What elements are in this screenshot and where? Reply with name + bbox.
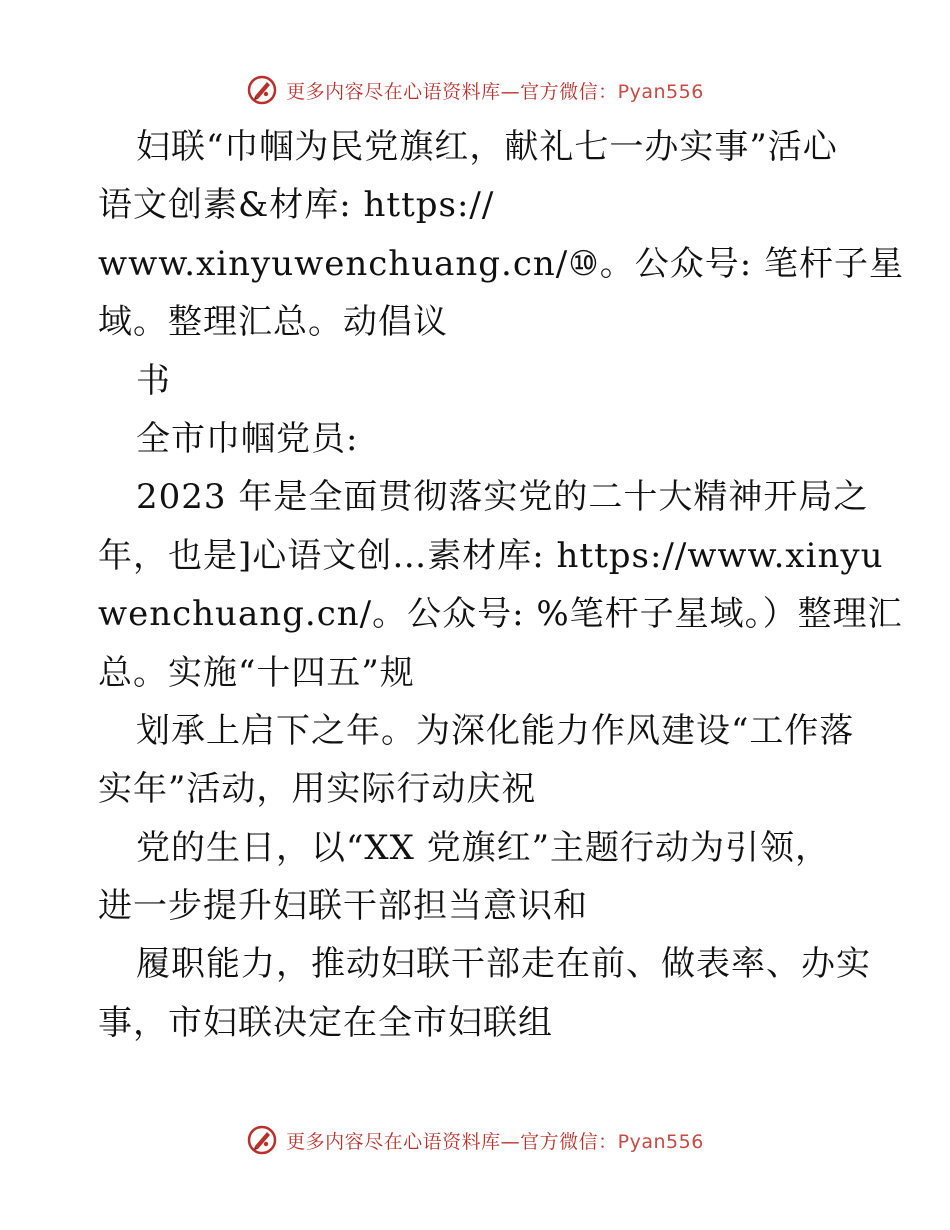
text-line: 事，市妇联决定在全市妇联组 [98,1002,553,1043]
header-banner [0,70,950,110]
text-line: 书 [136,360,171,401]
text-line: 域。整理汇总。动倡议 [98,302,448,343]
text-line: www.xinyuwenchuang.cn/⑩。公众号: 笔杆子星 [98,243,904,284]
text-line: 进一步提升妇联干部担当意识和 [98,886,588,927]
footer-banner [0,1120,950,1160]
brand-logo-icon [246,74,278,106]
text-line: 语文创素&材库: https:// [98,185,495,226]
text-line: 全市巾帼党员: [136,418,359,459]
brand-logo-icon [246,1124,278,1156]
text-line: 总。实施“十四五”规 [98,652,415,693]
text-line: 年，也是]心语文创…素材库: https://www.xinyu [98,535,884,576]
text-line: 履职能力，推动妇联干部走在前、做表率、办实 [136,944,871,985]
text-line: 党的生日，以“XX 党旗红”主题行动为引领， [136,827,830,868]
banner-text: 更多内容尽在心语资料库—官方微信：Pyan556 [286,1130,704,1153]
text-line: wenchuang.cn/。公众号: %笔杆子星域。）整理汇 [98,594,903,635]
text-line: 妇联“巾帼为民党旗红，献礼七一办实事”活心 [136,127,838,167]
text-line: 划承上启下之年。为深化能力作风建设“工作落 [136,710,855,751]
text-line: 2023 年是全面贯彻落实党的二十大精神开局之 [136,477,869,518]
document-body [98,118,904,1052]
banner-text: 更多内容尽在心语资料库—官方微信：Pyan556 [286,80,704,103]
text-line: 实年”活动，用实际行动庆祝 [98,769,537,810]
